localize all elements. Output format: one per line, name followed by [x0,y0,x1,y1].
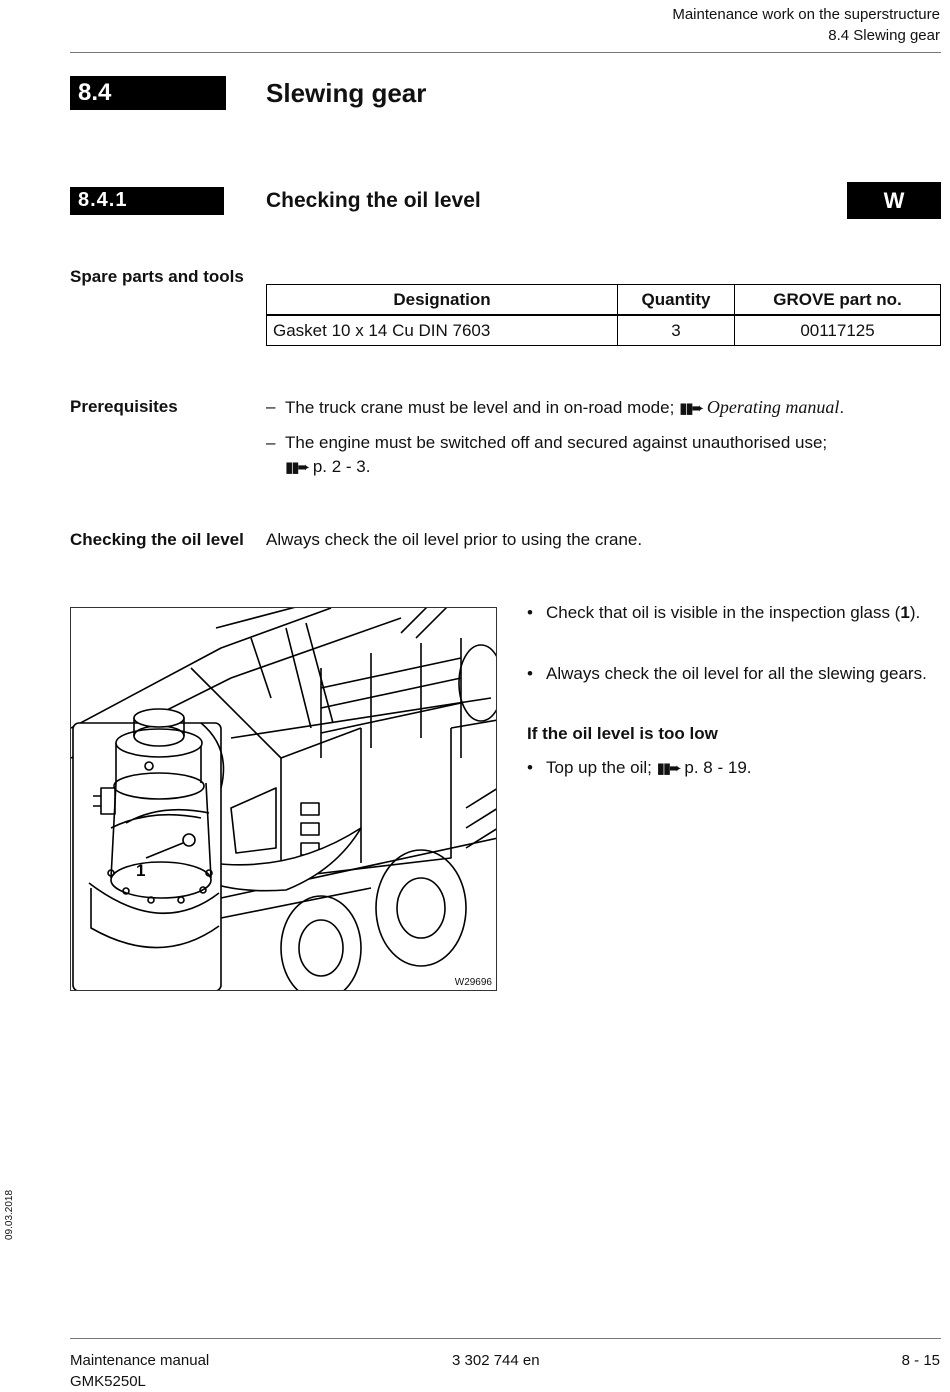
crane-illustration [71,608,497,991]
header-section: 8.4 Slewing gear [828,27,940,44]
section-title: Slewing gear [266,78,427,108]
bullet-marker: • [527,664,533,683]
prerequisite-item [266,431,946,480]
reference-link[interactable]: p. 8 - 19. [684,758,752,777]
bullet-text: Check that oil is visible in the inspection glass ( [546,603,901,622]
check-bullet [527,601,947,625]
footer-doc-number: 3 302 744 en [452,1352,540,1369]
reference-arrow-icon: ▮▮➨ [285,459,309,476]
dash-marker: – [266,433,276,452]
slewing-gear-figure [70,607,497,991]
cell-part-no: 00117125 [735,315,941,346]
interval-badge: W [847,182,941,219]
reference-link[interactable]: Operating manual [706,397,840,417]
figure-code: W29696 [454,977,492,988]
subsection-title: Checking the oil level [266,189,481,212]
col-designation: Designation [267,285,618,316]
dash-marker: – [266,397,276,416]
page-number: 8 - 15 [901,1352,940,1369]
prerequisite-text: The engine must be switched off and secured against unauthorised use; [285,433,828,452]
reference-arrow-icon: ▮▮➨ [656,760,680,777]
checking-label: Checking the oil level [70,530,244,549]
subsection-number: 8.4.1 [70,187,224,215]
bullet-marker: • [527,603,533,622]
prerequisite-item [266,395,946,421]
reference-suffix: . [839,398,845,417]
footer-manual: Maintenance manual [70,1352,210,1369]
callout-number: 1 [136,861,146,880]
bullet-marker: • [527,758,533,777]
callout-ref: 1 [900,603,910,622]
check-bullet [527,662,947,686]
cell-quantity: 3 [618,315,735,346]
checking-intro: Always check the oil level prior to using the crane. [266,530,643,549]
check-bullet [527,756,947,781]
spare-parts-table [266,284,941,346]
reference-arrow-icon: ▮▮➨ [679,400,703,417]
reference-link[interactable]: p. 2 - 3. [312,457,371,476]
col-part-no: GROVE part no. [735,285,941,316]
low-oil-heading: If the oil level is too low [527,724,718,743]
side-date: 09.03.2018 [4,1189,15,1240]
table-header-row [267,285,941,316]
header-chapter: Maintenance work on the superstructure [672,6,940,23]
section-number: 8.4 [70,76,226,110]
prerequisite-text: The truck crane must be level and in on-road mode; [285,398,675,417]
cell-designation: Gasket 10 x 14 Cu DIN 7603 [267,315,618,346]
header-rule [70,52,941,53]
running-header [672,4,940,46]
footer-model: GMK5250L [70,1373,146,1390]
col-quantity: Quantity [618,285,735,316]
bullet-text: Top up the oil; [546,758,652,777]
bullet-text: Always check the oil level for all the slewing gears. [546,664,927,683]
footer-rule [70,1338,941,1339]
table-row [267,315,941,346]
bullet-end: ). [909,603,921,622]
spare-parts-label: Spare parts and tools [70,267,244,286]
prerequisites-label: Prerequisites [70,397,178,416]
